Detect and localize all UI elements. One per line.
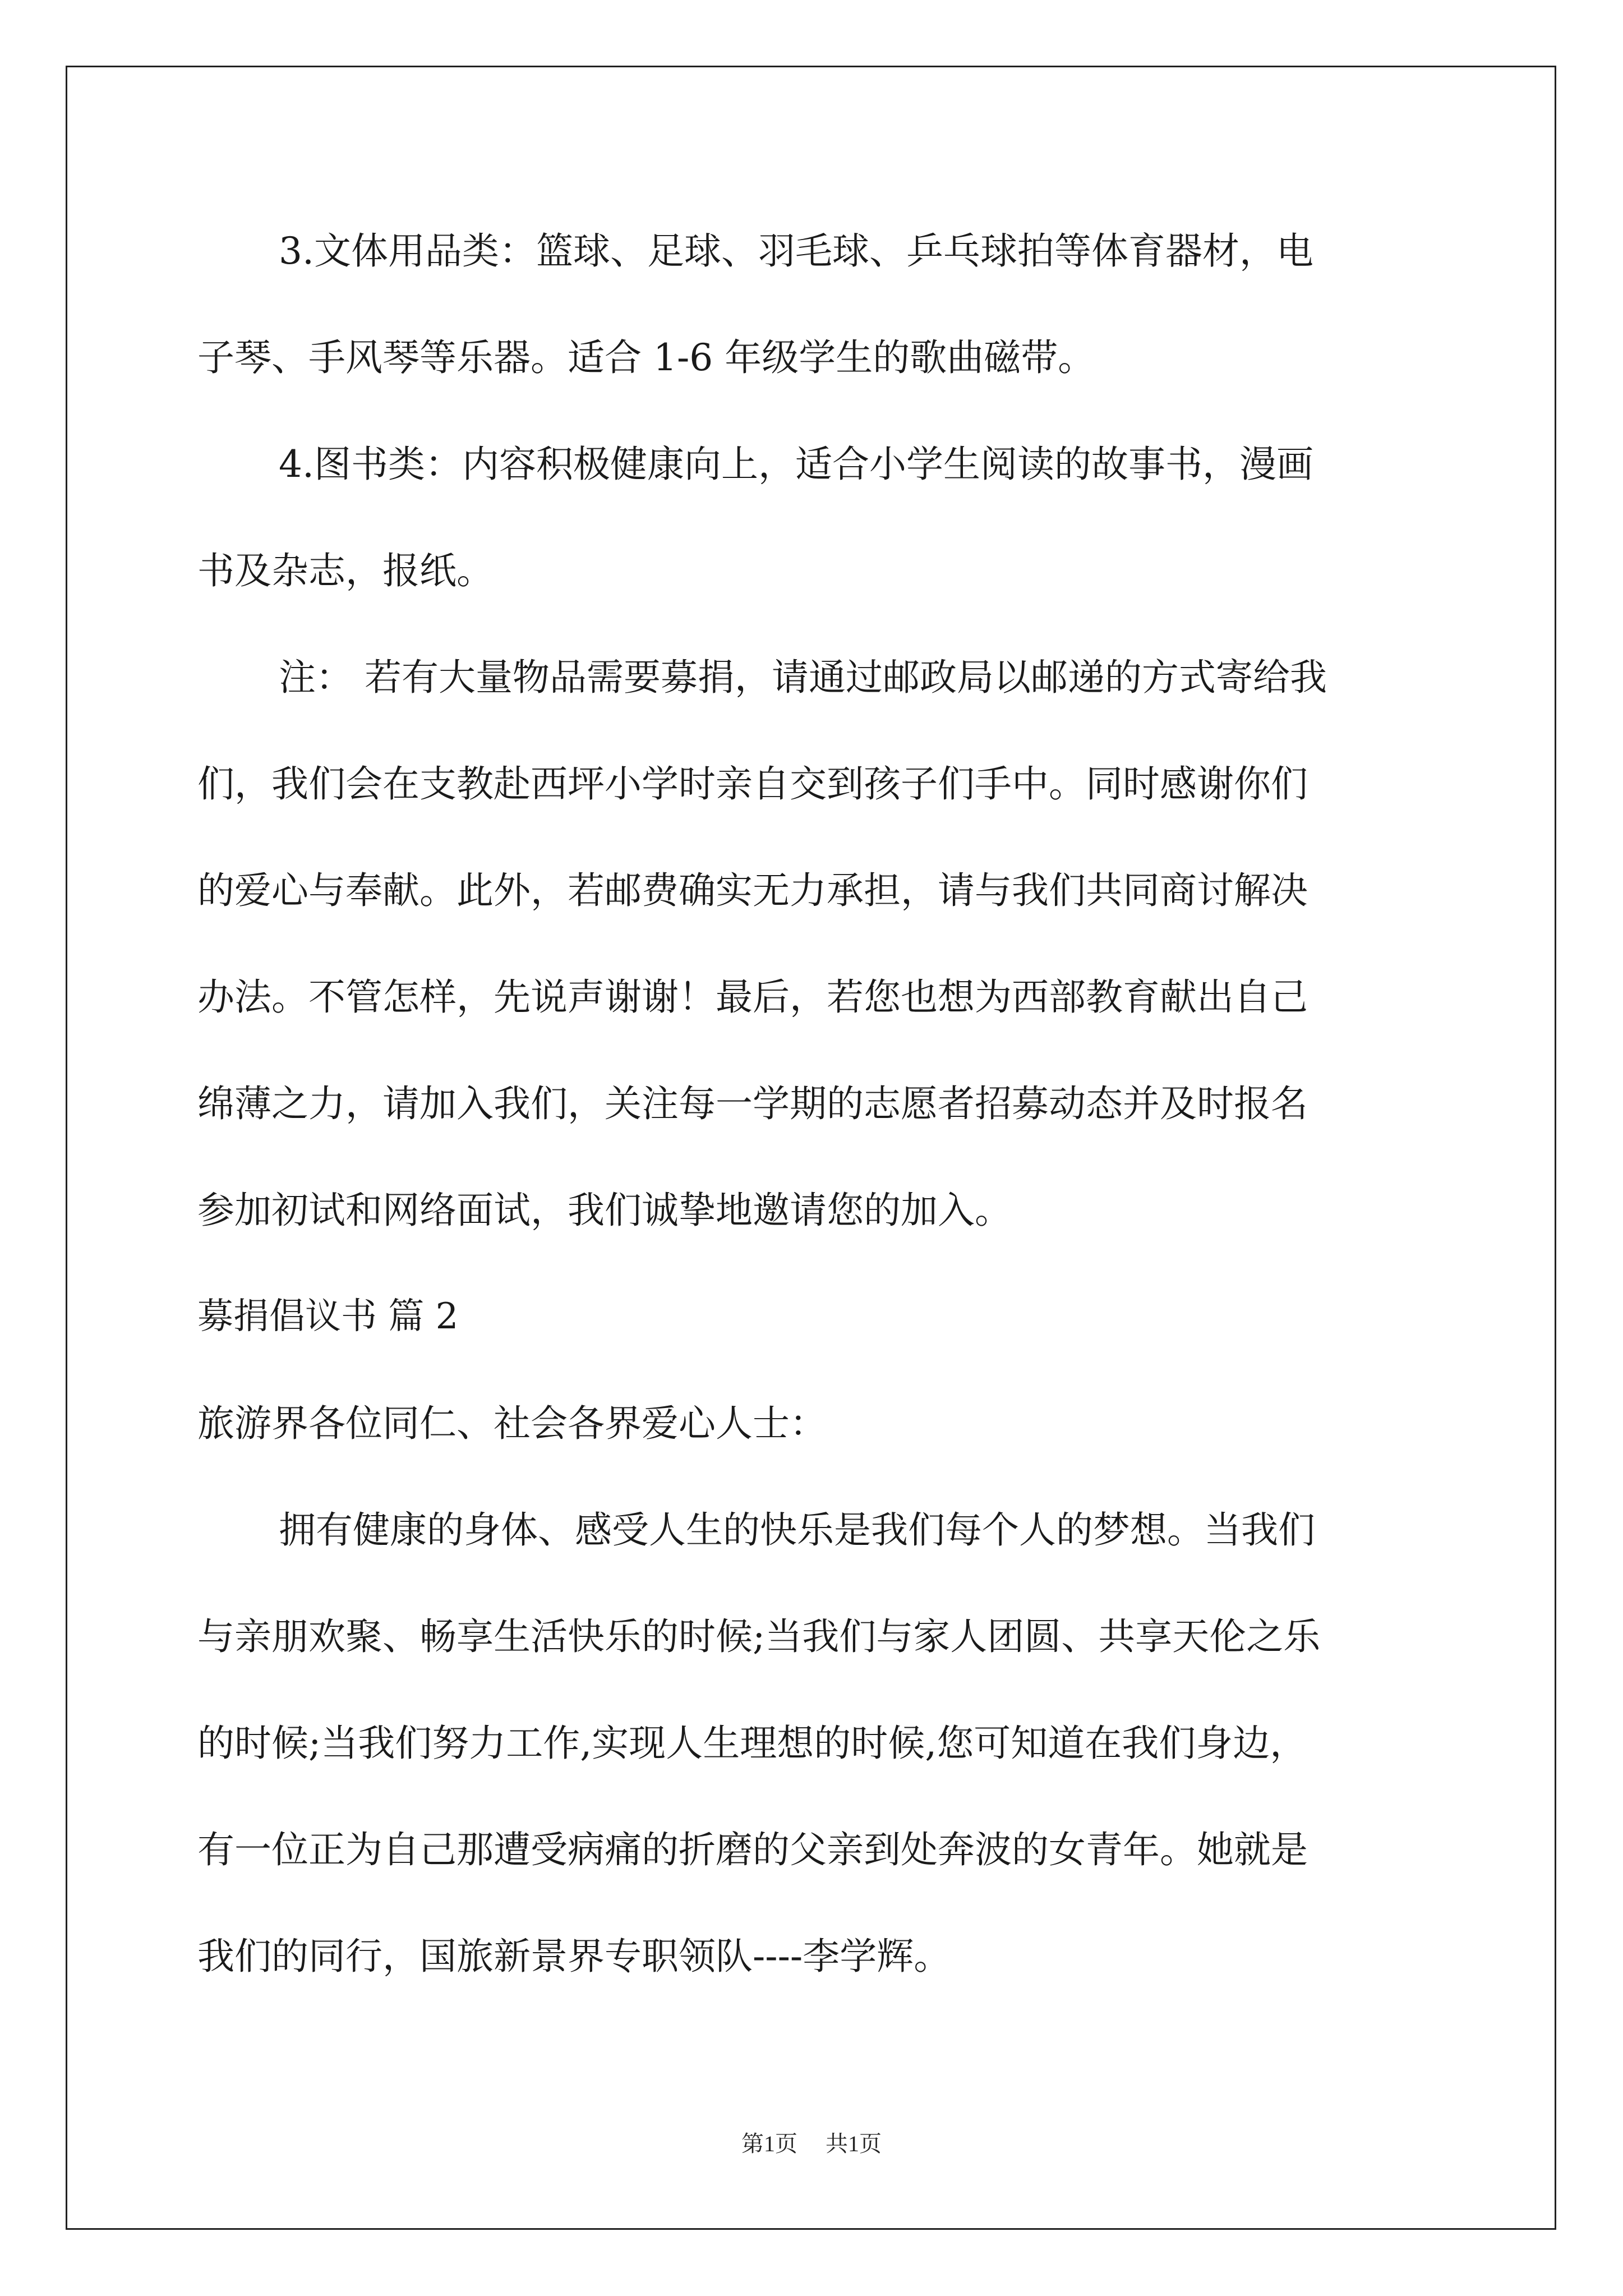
section-heading: 募捐倡议书 篇 2 bbox=[197, 1296, 459, 1337]
paragraph-line: 参加初试和网络面试，我们诚挚地邀请您的加入。 bbox=[197, 1189, 1012, 1232]
page-number: 第1页 bbox=[741, 2131, 797, 2156]
page-total: 共1页 bbox=[826, 2131, 882, 2156]
paragraph-line: 4.图书类：内容积极健康向上，适合小学生阅读的故事书，漫画 bbox=[279, 443, 1313, 486]
paragraph-line: 的爱心与奉献。此外，若邮费确实无力承担，请与我们共同商讨解决 bbox=[197, 869, 1308, 912]
paragraph-line: 绵薄之力，请加入我们，关注每一学期的志愿者招募动态并及时报名 bbox=[197, 1082, 1308, 1125]
paragraph-line: 子琴、手风琴等乐器。适合 1-6 年级学生的歌曲磁带。 bbox=[197, 336, 1095, 379]
paragraph-line: 3.文体用品类：篮球、足球、羽毛球、乒乓球拍等体育器材，电 bbox=[279, 229, 1313, 273]
paragraph-line: 的时候;当我们努力工作,实现人生理想的时候,您可知道在我们身边， bbox=[197, 1722, 1307, 1765]
paragraph-line: 办法。不管怎样，先说声谢谢！最后，若您也想为西部教育献出自己 bbox=[197, 976, 1308, 1019]
paragraph-line: 书及杂志，报纸。 bbox=[197, 549, 494, 592]
salutation-line: 旅游界各位同仁、社会各界爱心人士： bbox=[197, 1402, 827, 1445]
paragraph-line: 们，我们会在支教赴西坪小学时亲自交到孩子们手中。同时感谢你们 bbox=[197, 762, 1308, 806]
paragraph-line: 我们的同行，国旅新景界专职领队----李学辉。 bbox=[197, 1935, 951, 1978]
page-footer bbox=[0, 2126, 1623, 2158]
paragraph-line: 与亲朋欢聚、畅享生活快乐的时候;当我们与家人团圆、共享天伦之乐 bbox=[197, 1615, 1321, 1658]
paragraph-line: 注： 若有大量物品需要募捐，请通过邮政局以邮递的方式寄给我 bbox=[279, 656, 1327, 699]
paragraph-line: 有一位正为自己那遭受病痛的折磨的父亲到处奔波的女青年。她就是 bbox=[197, 1828, 1308, 1871]
page-border bbox=[66, 66, 1556, 2230]
paragraph-line: 拥有健康的身体、感受人生的快乐是我们每个人的梦想。当我们 bbox=[279, 1508, 1315, 1552]
